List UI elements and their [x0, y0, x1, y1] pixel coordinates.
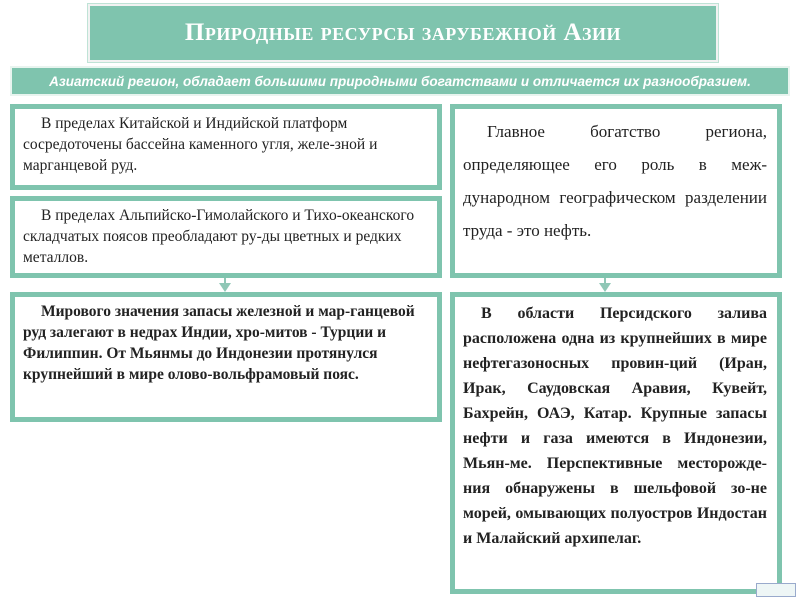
arrow-right-down-icon: [599, 283, 611, 292]
title-banner: [88, 4, 718, 62]
panel-persian-gulf-text: В области Персидского залива расположена одна из крупнейших в мире нефтегазоносных провин-ций (Иран, Ирак, Саудовская Аравия, Кувейт, Бахрейн, ОАЭ, Катар. Крупные запасы нефти и газа имеются в Индонезии, Мьян-ме. Перспективные месторожде-ния обнаружены в шельфовой зо-не морей, омывающих полуостров Индостан и Малайский архипелаг.: [463, 305, 767, 547]
arrow-left-down-icon: [219, 283, 231, 292]
panel-fold-belts: [10, 196, 442, 278]
panel-oil-wealth-text: Главное богатство региона, определяющее его роль в меж-дународном географическом разделении труда - это нефть.: [463, 122, 767, 240]
panel-fold-belts-text: В пределах Альпийско-Гимолайского и Тихо-океанского складчатых поясов преобладают ру-ды цветных и редких металлов.: [23, 207, 415, 266]
panel-persian-gulf: [450, 292, 782, 594]
panel-oil-wealth: [450, 104, 782, 278]
slide-nav-icon[interactable]: [756, 583, 796, 597]
panel-world-reserves-text: Мирового значения запасы железной и мар-ганцевой руд залегают в недрах Индии, хро-митов - Турции и Филиппин. От Мьянмы до Индонезии протянулся крупнейший в мире олово-вольфрамовый пояс.: [23, 303, 415, 383]
panel-platforms: [10, 104, 442, 190]
panel-world-reserves: [10, 292, 442, 422]
intro-text: Азиатский регион, обладает большими природными богатствами и отличается их разнообразием.: [49, 73, 751, 89]
intro-banner: [10, 66, 790, 96]
panel-platforms-text: В пределах Китайской и Индийской платформ сосредоточены бассейна каменного угля, желе-зной и марганцевой руд.: [23, 115, 378, 174]
page-title: Природные ресурсы зарубежной Азии: [184, 19, 622, 46]
